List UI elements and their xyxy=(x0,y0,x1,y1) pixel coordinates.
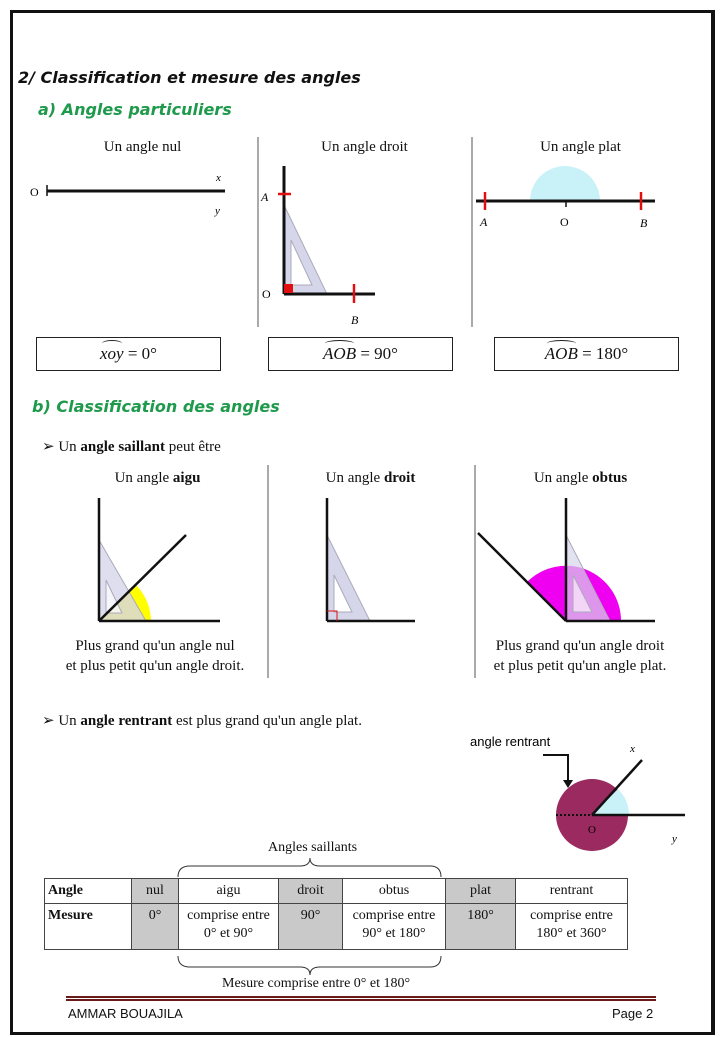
label-x: x xyxy=(216,172,221,184)
term: obtus xyxy=(592,470,628,486)
table-cell: 0° xyxy=(132,904,179,950)
label-a: A xyxy=(480,215,488,229)
label-o: O xyxy=(588,824,596,836)
label-angle-rentrant: angle rentrant xyxy=(470,734,551,749)
table-cell: obtus xyxy=(343,879,446,904)
desc-line: et plus petit qu'un angle plat. xyxy=(493,658,667,674)
table-row xyxy=(45,904,628,950)
section-title: 2/ Classification et mesure des angles xyxy=(18,68,361,87)
angle-value: = 0° xyxy=(127,344,157,363)
angle-name: AOB xyxy=(544,344,578,363)
row-header: Angle xyxy=(45,879,132,904)
label-a: A xyxy=(261,190,269,204)
figure-angle-nul xyxy=(30,172,225,217)
table-cell xyxy=(516,904,628,950)
desc-line: et plus petit qu'un angle droit. xyxy=(65,658,245,674)
label-o: O xyxy=(262,287,271,301)
part-b-heading: b) Classification des angles xyxy=(32,397,280,416)
measure-line: 90° et 180° xyxy=(362,926,426,941)
measure-line: comprise entre xyxy=(187,908,270,923)
label-b: B xyxy=(640,216,648,230)
text: Un xyxy=(58,713,81,729)
text: peut être xyxy=(165,439,221,455)
top-brace-label: Angles saillants xyxy=(268,840,358,855)
angle-name: xoy xyxy=(100,344,124,363)
measure-line: 0° et 90° xyxy=(203,926,254,941)
angle-value: = 90° xyxy=(360,344,398,363)
table-cell: 90° xyxy=(279,904,343,950)
table-cell xyxy=(179,904,279,950)
term: angle saillant xyxy=(80,439,166,455)
bottom-brace xyxy=(178,956,441,975)
figure-rentrant xyxy=(470,734,685,851)
label-x: x xyxy=(630,743,635,755)
table-cell: nul xyxy=(132,879,179,904)
top-brace xyxy=(178,858,441,877)
text: Un angle xyxy=(325,470,384,486)
table-cell: rentrant xyxy=(516,879,628,904)
angle-value: = 180° xyxy=(582,344,629,363)
footer-page-number: Page 2 xyxy=(612,1006,654,1021)
caption-angle-droit: Un angle droit xyxy=(321,139,408,155)
part-a-heading: a) Angles particuliers xyxy=(38,100,232,119)
table-cell: 180° xyxy=(446,904,516,950)
caption-angle-plat: Un angle plat xyxy=(540,139,621,155)
bottom-brace-label: Mesure comprise entre 0° et 180° xyxy=(222,976,411,991)
figure-aigu xyxy=(99,498,220,621)
term: droit xyxy=(383,470,416,486)
table-cell: droit xyxy=(279,879,343,904)
desc-line: Plus grand qu'un angle nul xyxy=(75,638,235,654)
table-cell xyxy=(343,904,446,950)
figure-angle-plat xyxy=(476,166,655,230)
label-b: B xyxy=(351,313,359,327)
angle-name: AOB xyxy=(323,344,357,363)
caption-angle-nul: Un angle nul xyxy=(103,139,182,155)
row-header: Mesure xyxy=(45,904,132,950)
figure-angle-droit xyxy=(260,166,375,327)
label-o: O xyxy=(30,185,39,199)
label-y: y xyxy=(215,205,220,217)
angle-classification-table xyxy=(44,878,628,950)
footer-rule xyxy=(66,999,656,1001)
table-cell: plat xyxy=(446,879,516,904)
measure-line: comprise entre xyxy=(352,908,436,923)
measure-line: comprise entre xyxy=(530,908,613,923)
table-cell: aigu xyxy=(179,879,279,904)
measure-line: 180° et 360° xyxy=(536,926,607,941)
figure-droit xyxy=(327,498,415,621)
desc-line: Plus grand qu'un angle droit xyxy=(495,638,665,654)
footer-rule xyxy=(66,996,656,998)
text: est plus grand qu'un angle plat. xyxy=(172,713,362,729)
text: Un xyxy=(58,439,81,455)
table-row xyxy=(45,879,628,904)
label-y: y xyxy=(672,833,677,845)
label-o: O xyxy=(560,215,569,229)
figure-obtus xyxy=(478,498,655,621)
text: Un angle xyxy=(114,470,173,486)
text: Un angle xyxy=(533,470,593,486)
bullet-arrow-icon: ➢ xyxy=(42,713,55,729)
bullet-arrow-icon: ➢ xyxy=(42,439,55,455)
footer-author: AMMAR BOUAJILA xyxy=(68,1006,183,1021)
term: aigu xyxy=(172,470,201,486)
term: angle rentrant xyxy=(80,713,173,729)
